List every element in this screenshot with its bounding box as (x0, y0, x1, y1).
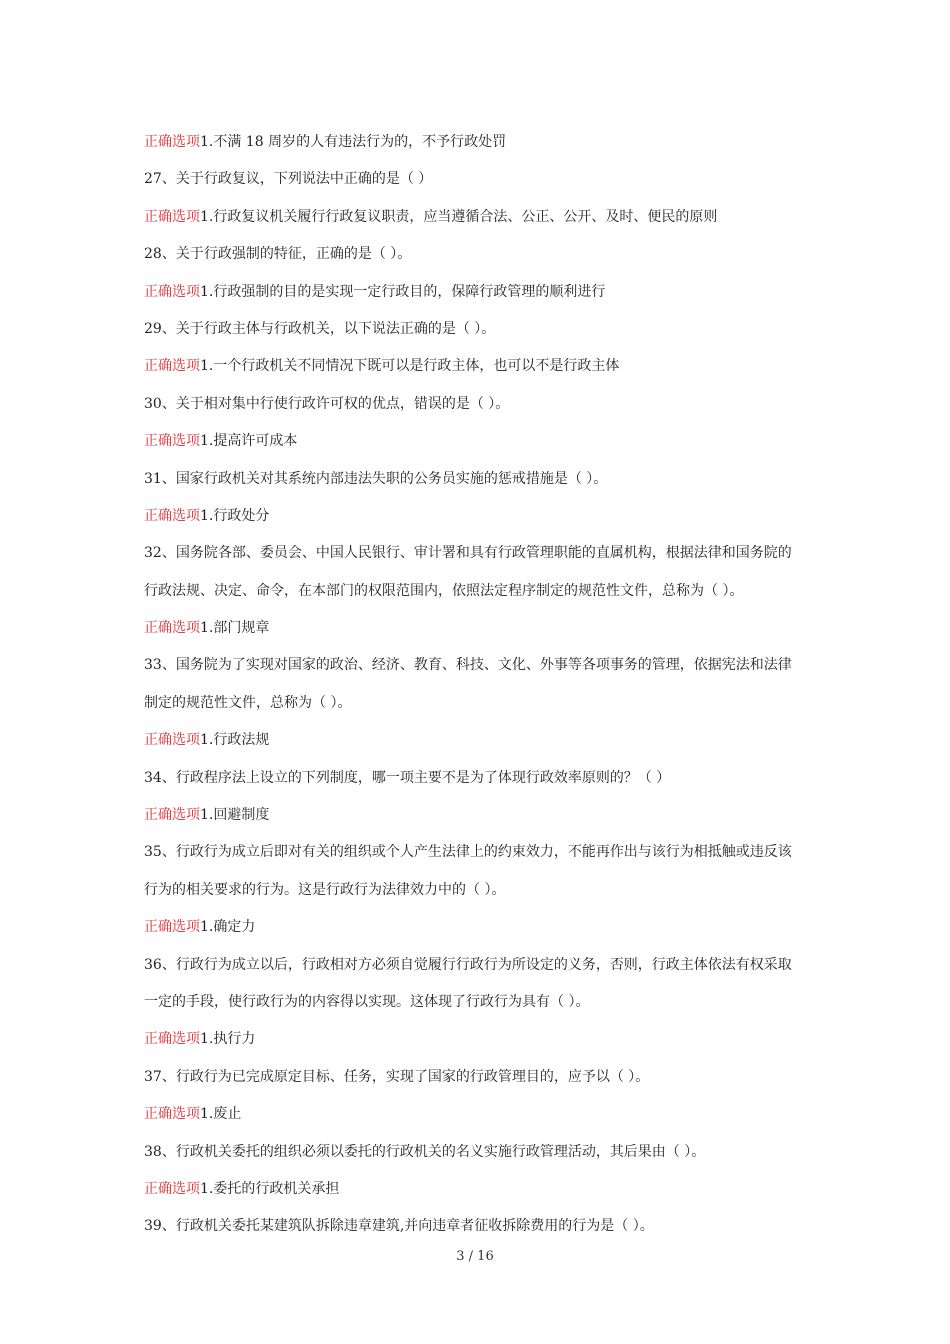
answer-label: 正确选项 (144, 433, 200, 450)
answer-label: 正确选项 (144, 919, 200, 936)
question-line: 行为的相关要求的行为。这是行政行为法律效力中的（ ）。 (144, 881, 506, 898)
answer-label: 正确选项 (144, 1106, 200, 1123)
question-line: 31、国家行政机关对其系统内部违法失职的公务员实施的惩戒措施是（ ）。 (144, 470, 608, 487)
question-line: 39、行政机关委托某建筑队拆除违章建筑,并向违章者征收拆除费用的行为是（ ）。 (144, 1218, 654, 1235)
answer-line (144, 199, 814, 236)
answer-label: 正确选项 (144, 620, 200, 637)
answer-line (144, 1096, 814, 1133)
answer-text: 1.委托的行政机关承担 (200, 1180, 340, 1197)
answer-line (144, 274, 814, 311)
answer-line (144, 1171, 814, 1208)
answer-text: 1.行政强制的目的是实现一定行政目的，保障行政管理的顺利进行 (200, 283, 606, 300)
answer-text: 1.提高许可成本 (200, 433, 298, 450)
answer-label: 正确选项 (144, 1031, 200, 1048)
answer-line (144, 498, 814, 535)
answer-label: 正确选项 (144, 134, 200, 150)
answer-text: 1.回避制度 (200, 807, 270, 824)
document-body (144, 124, 814, 1246)
answer-line (144, 722, 814, 759)
answer-line (144, 124, 814, 161)
question-line: 27、关于行政复议，下列说法中正确的是（ ） (144, 171, 433, 188)
answer-label: 正确选项 (144, 732, 200, 749)
answer-label: 正确选项 (144, 283, 200, 300)
page-number: 3 / 16 (456, 1249, 494, 1264)
question-line: 29、关于行政主体与行政机关，以下说法正确的是（ ）。 (144, 320, 496, 337)
question-line: 38、行政机关委托的组织必须以委托的行政机关的名义实施行政管理活动，其后果由（ ）。 (144, 1143, 706, 1160)
question-line: 制定的规范性文件，总称为（ ）。 (144, 694, 352, 711)
answer-text: 1.废止 (200, 1106, 242, 1123)
question-line: 30、关于相对集中行使行政许可权的优点，错误的是（ ）。 (144, 395, 510, 412)
answer-label: 正确选项 (144, 807, 200, 824)
answer-text: 1.不满 18 周岁的人有违法行为的，不予行政处罚 (200, 134, 507, 150)
answer-line (144, 423, 814, 460)
question-line: 35、行政行为成立后即对有关的组织或个人产生法律上的约束效力，不能再作出与该行为相抵触或违反该 (144, 844, 792, 861)
answer-text: 1.行政复议机关履行行政复议职责，应当遵循合法、公正、公开、及时、便民的原则 (200, 208, 718, 225)
question-line: 37、行政行为已完成原定目标、任务，实现了国家的行政管理目的，应予以（ ）。 (144, 1068, 650, 1085)
answer-line (144, 909, 814, 946)
answer-text: 1.部门规章 (200, 620, 270, 637)
answer-label: 正确选项 (144, 507, 200, 524)
question-line: 行政法规、决定、命令，在本部门的权限范围内，依照法定程序制定的规范性文件，总称为（ ）。 (144, 582, 744, 599)
answer-text: 1.行政处分 (200, 507, 270, 524)
answer-text: 1.一个行政机关不同情况下既可以是行政主体，也可以不是行政主体 (200, 358, 620, 375)
answer-text: 1.执行力 (200, 1031, 256, 1048)
answer-line (144, 348, 814, 385)
answer-line (144, 1021, 814, 1058)
question-line: 33、国务院为了实现对国家的政治、经济、教育、科技、文化、外事等各项事务的管理，依据宪法和法律 (144, 657, 792, 674)
answer-line (144, 610, 814, 647)
question-line: 36、行政行为成立以后，行政相对方必须自觉履行行政行为所设定的义务，否则，行政主体依法有权采取 (144, 956, 792, 973)
answer-line (144, 797, 814, 834)
question-line: 34、行政程序法上设立的下列制度，哪一项主要不是为了体现行政效率原则的？（ ） (144, 769, 671, 786)
question-line: 32、国务院各部、委员会、中国人民银行、审计署和具有行政管理职能的直属机构，根据法律和国务院的 (144, 545, 792, 562)
answer-text: 1.确定力 (200, 919, 256, 936)
answer-text: 1.行政法规 (200, 732, 270, 749)
question-line: 28、关于行政强制的特征，正确的是（ ）。 (144, 246, 412, 263)
answer-label: 正确选项 (144, 358, 200, 375)
answer-label: 正确选项 (144, 1180, 200, 1197)
question-line: 一定的手段，使行政行为的内容得以实现。这体现了行政行为具有（ ）。 (144, 993, 590, 1010)
answer-label: 正确选项 (144, 208, 200, 225)
